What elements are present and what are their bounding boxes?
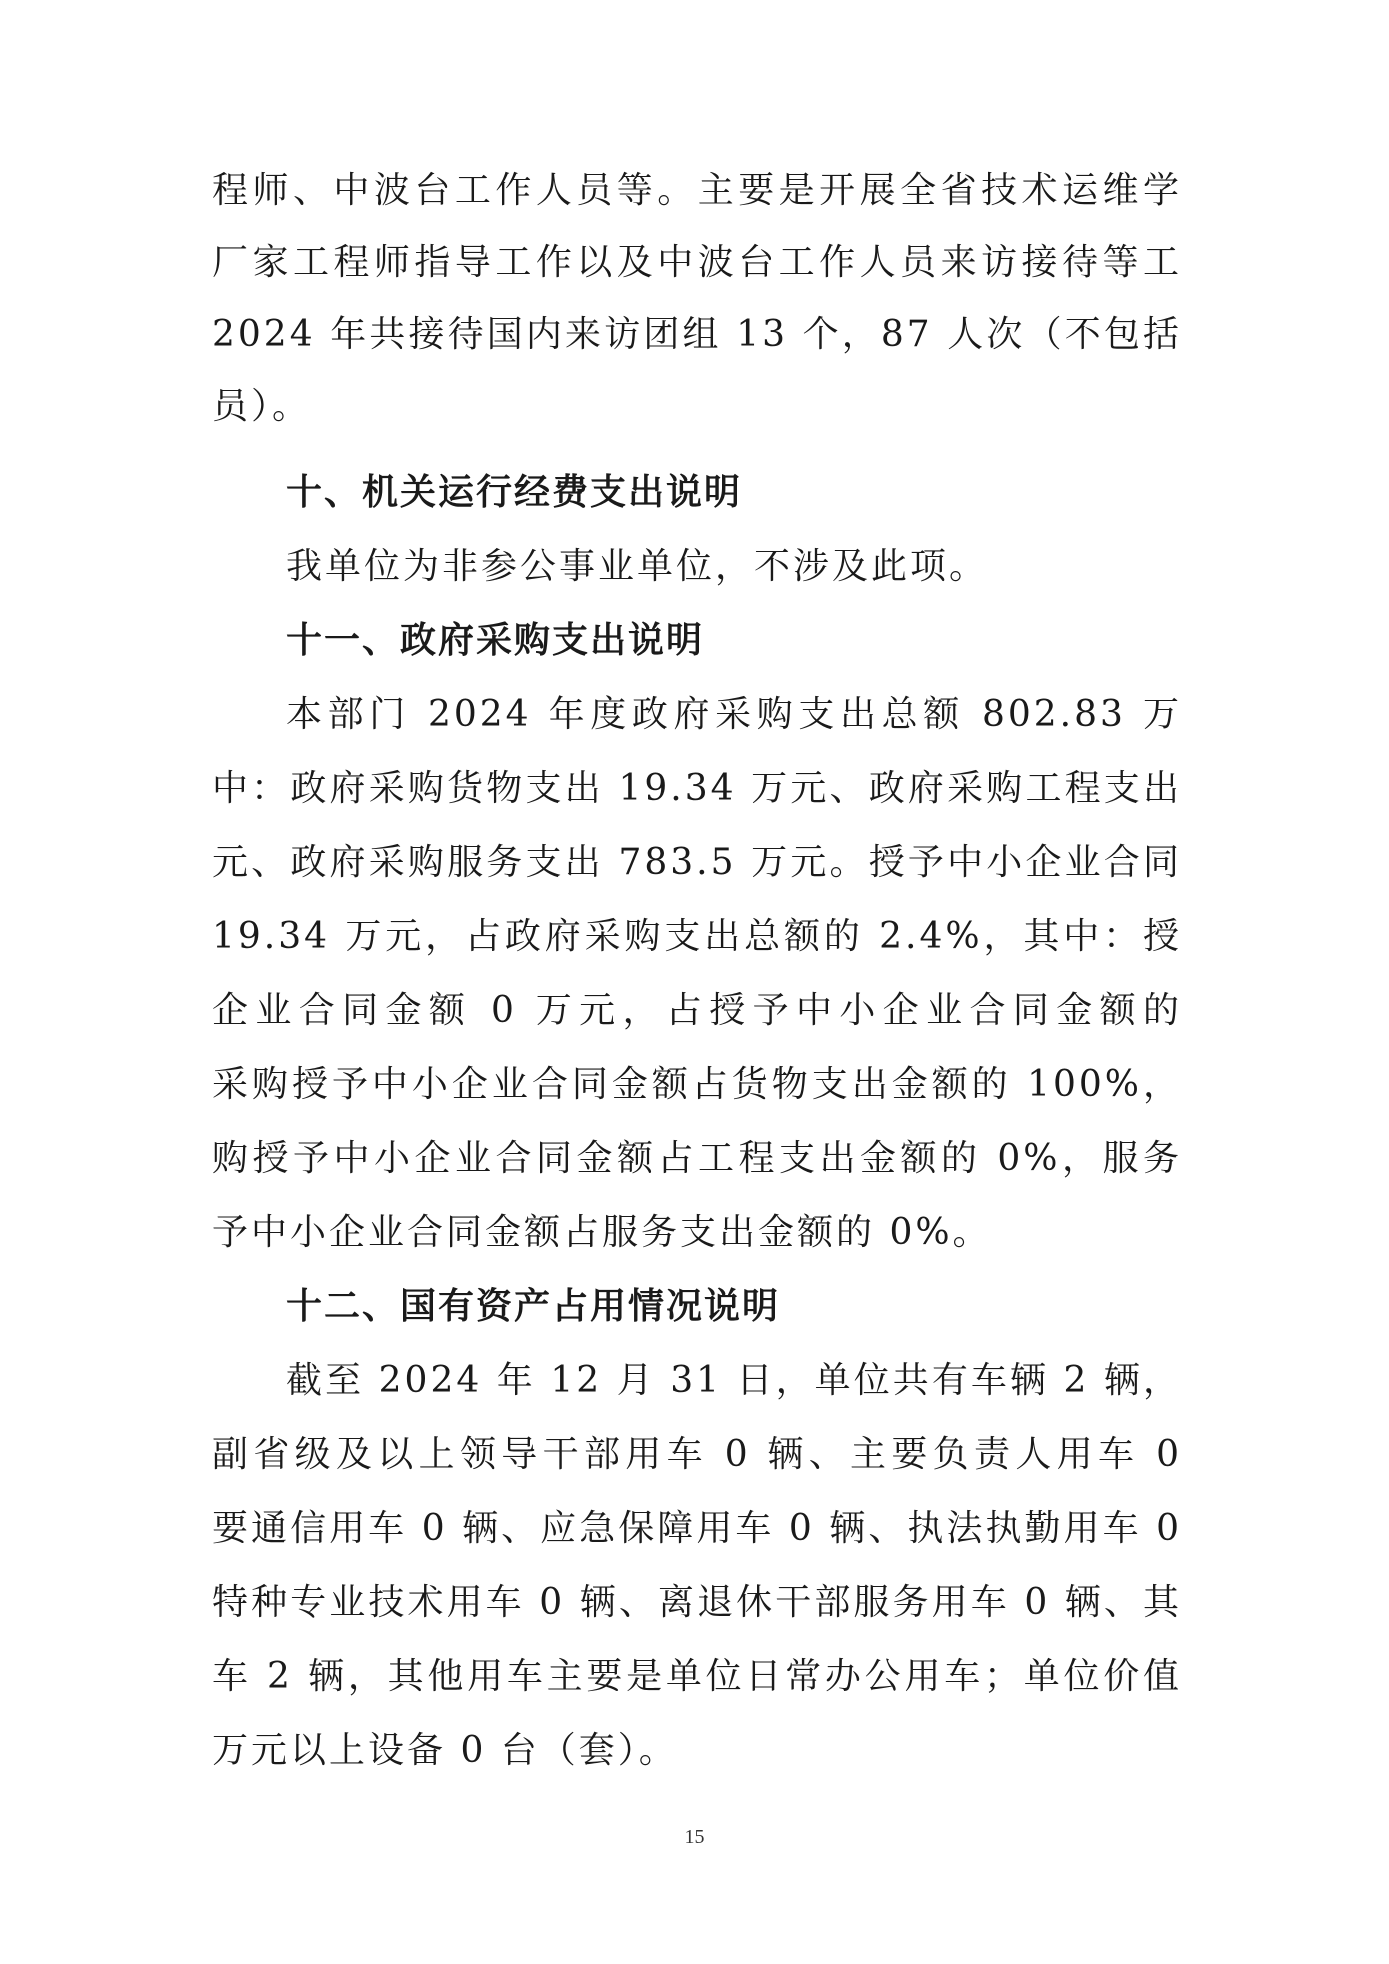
paragraph-line: 2024 年共接待国内来访团组 13 个，87 人次（不包括 — [212, 314, 1182, 355]
paragraph-line: 副省级及以上领导干部用车 0 辆、主要负责人用车 0 — [212, 1434, 1182, 1475]
paragraph-line: 购授予中小企业合同金额占工程支出金额的 0%，服务 — [212, 1138, 1182, 1179]
page-number: 15 — [684, 1826, 705, 1848]
paragraph-line: 企业合同金额 0 万元，占授予中小企业合同金额的 — [212, 990, 1182, 1031]
paragraph-line: 19.34 万元，占政府采购支出总额的 2.4%，其中：授 — [212, 916, 1182, 957]
paragraph-line: 元、政府采购服务支出 783.5 万元。授予中小企业合同 — [212, 842, 1182, 883]
paragraph-line: 截至 2024 年 12 月 31 日，单位共有车辆 2 辆， — [286, 1360, 1182, 1401]
section-heading: 十、机关运行经费支出说明 — [286, 472, 743, 513]
paragraph-line: 程师、中波台工作人员等。主要是开展全省技术运维学 — [212, 170, 1182, 211]
paragraph-line: 车 2 辆，其他用车主要是单位日常办公用车；单位价值 — [212, 1656, 1182, 1697]
paragraph-line: 万元以上设备 0 台（套）。 — [212, 1730, 678, 1771]
paragraph-line: 本部门 2024 年度政府采购支出总额 802.83 万 — [286, 694, 1182, 735]
paragraph-line: 厂家工程师指导工作以及中波台工作人员来访接待等工 — [212, 242, 1182, 283]
paragraph-line: 要通信用车 0 辆、应急保障用车 0 辆、执法执勤用车 0 — [212, 1508, 1182, 1549]
paragraph-line: 予中小企业合同金额占服务支出金额的 0%。 — [212, 1212, 992, 1253]
paragraph-line: 员）。 — [212, 386, 312, 427]
section-heading: 十一、政府采购支出说明 — [286, 620, 705, 661]
paragraph-line: 中：政府采购货物支出 19.34 万元、政府采购工程支出 — [212, 768, 1182, 809]
section-heading: 十二、国有资产占用情况说明 — [286, 1286, 781, 1327]
paragraph-line: 我单位为非参公事业单位，不涉及此项。 — [286, 546, 989, 587]
paragraph-line: 特种专业技术用车 0 辆、离退休干部服务用车 0 辆、其 — [212, 1582, 1182, 1623]
paragraph-line: 采购授予中小企业合同金额占货物支出金额的 100%， — [212, 1064, 1182, 1105]
